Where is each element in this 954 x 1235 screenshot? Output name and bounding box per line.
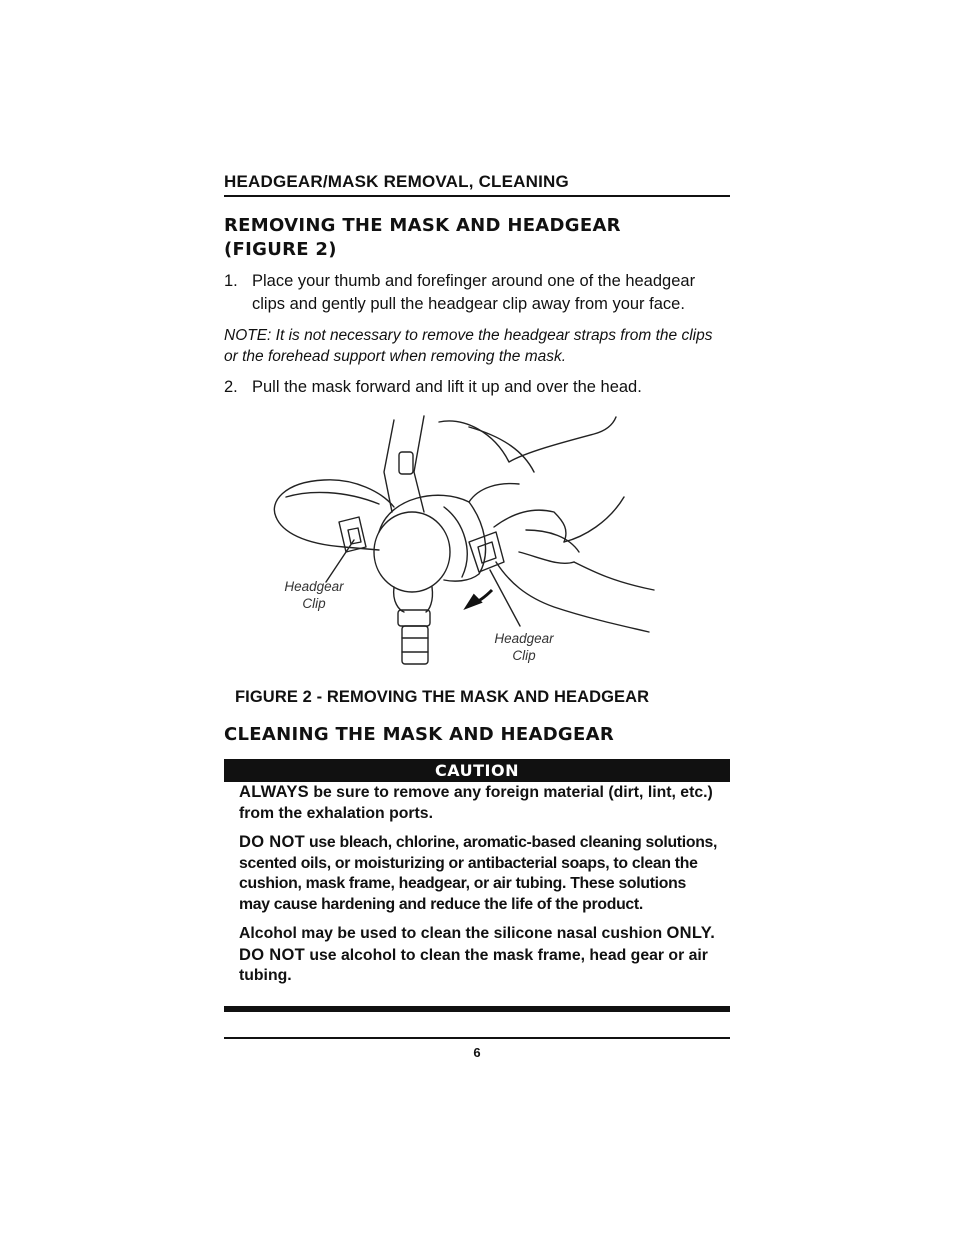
callout-right-line1: Headgear xyxy=(494,631,554,646)
removal-note: NOTE: It is not necessary to remove the headgear straps from the clips or the forehead support when removing the mask. xyxy=(224,327,713,365)
caution-paragraph-3 xyxy=(239,923,719,987)
step-1-text: Place your thumb and forefinger around one of the headgear clips and gently pull the headgear clip away from your face. xyxy=(252,272,696,313)
caution-paragraph-2 xyxy=(239,832,719,915)
step-1-number: 1. xyxy=(224,272,238,290)
callout-left-line2: Clip xyxy=(302,596,326,611)
step-2 xyxy=(224,376,730,399)
caution-banner: CAUTION xyxy=(224,759,730,782)
removing-heading-line2: (FIGURE 2) xyxy=(224,239,337,260)
removing-heading-line1: REMOVING THE MASK AND HEADGEAR xyxy=(224,215,621,236)
step-1 xyxy=(224,270,730,316)
caution-text-1: be sure to remove any foreign material (dirt, lint, etc.) from the exhalation ports. xyxy=(239,784,713,822)
callout-left-line1: Headgear xyxy=(284,579,344,594)
cleaning-heading: CLEANING THE MASK AND HEADGEAR xyxy=(224,724,614,745)
caution-keyword-do-not: DO NOT xyxy=(239,833,305,851)
figure-caption: FIGURE 2 - REMOVING THE MASK AND HEADGEAR xyxy=(235,688,650,706)
caution-bottom-rule xyxy=(224,1006,730,1012)
callout-right xyxy=(492,630,556,664)
step-2-text: Pull the mask forward and lift it up and over the head. xyxy=(252,378,642,396)
footer-rule xyxy=(224,1037,730,1039)
caution-text-3a: Alcohol may be used to clean the silicone nasal cushion xyxy=(239,925,667,942)
step-2-number: 2. xyxy=(224,378,238,396)
callout-right-line2: Clip xyxy=(512,648,536,663)
page-number: 6 xyxy=(473,1045,481,1060)
caution-text-3b: use alcohol to clean the mask frame, head gear or air tubing. xyxy=(239,946,708,984)
caution-body xyxy=(239,782,719,995)
callout-left xyxy=(282,578,346,612)
header-rule xyxy=(224,195,730,197)
removing-heading xyxy=(224,214,621,262)
figure-2-illustration xyxy=(264,412,664,677)
mask-removal-drawing xyxy=(264,412,664,677)
caution-text-2: use bleach, chlorine, aromatic-based cleaning solutions, scented oils, or moisturizing or antibacterial soaps, to clean the cushion, mask frame, headgear, or air tubing. These solutions may cause hardening and reduce the life of the product. xyxy=(239,834,718,913)
caution-keyword-only-do-not: ONLY. DO NOT xyxy=(239,924,716,964)
caution-keyword-always: ALWAYS xyxy=(239,783,309,801)
section-title: HEADGEAR/MASK REMOVAL, CLEANING xyxy=(224,172,569,191)
caution-paragraph-1 xyxy=(239,782,719,824)
